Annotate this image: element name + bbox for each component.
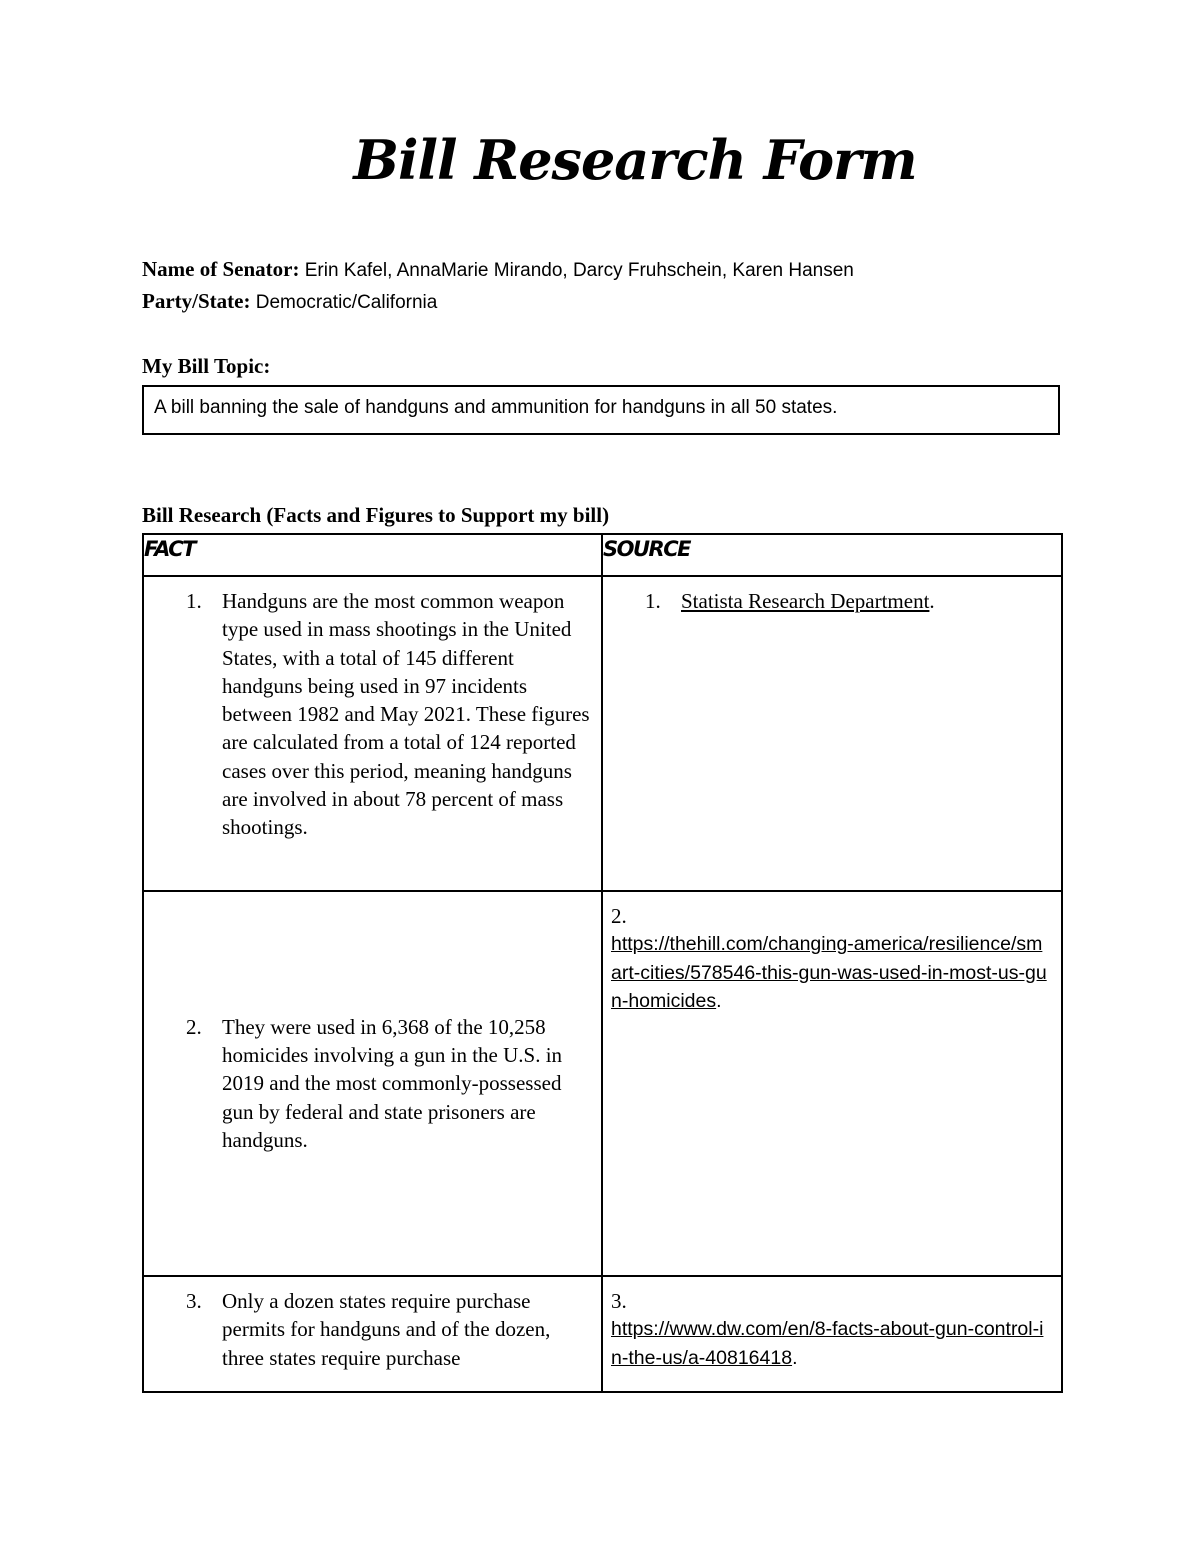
party-state-value: Democratic/California xyxy=(255,292,438,313)
research-table xyxy=(142,533,1063,1393)
party-state-line xyxy=(142,288,437,316)
fact-number: 1. xyxy=(186,589,202,613)
source-cell xyxy=(602,576,1062,891)
fact-text: They were used in 6,368 of the 10,258 homicides involving a gun in the U.S. in 2019 and the most commonly-possessed gun by federal and state prisoners are handguns. xyxy=(222,1014,563,1152)
source-column-header: SOURCE xyxy=(602,534,1062,576)
source-suffix: . xyxy=(929,589,935,613)
fact-cell xyxy=(143,576,602,891)
fact-number: 3. xyxy=(186,1289,202,1313)
fact-text: Handguns are the most common weapon type used in mass shootings in the United States, with a total of 145 different handguns being used in 97 incidents between 1982 and May 2021. These figures are calculated from a total of 124 reported cases over this period, meaning handguns are involved in about 78 percent of mass shootings. xyxy=(222,589,590,840)
page-title: Bill Research Form xyxy=(353,128,917,192)
party-state-label: Party/State: xyxy=(142,289,251,313)
source-number: 2. xyxy=(611,904,627,928)
table-header-row xyxy=(143,534,1062,576)
fact-number: 2. xyxy=(186,1014,202,1039)
table-row xyxy=(143,1276,1062,1392)
source-link[interactable]: https://thehill.com/changing-america/resilience/smart-cities/578546-this-gun-was-used-in-most-us-gun-homicides xyxy=(611,933,1047,1012)
fact-text: Only a dozen states require purchase permits for handguns and of the dozen, three states require purchase xyxy=(222,1289,551,1370)
source-suffix: . xyxy=(716,989,722,1012)
fact-column-header: FACT xyxy=(143,534,602,576)
senator-line xyxy=(142,256,854,284)
source-suffix: . xyxy=(792,1346,798,1369)
fact-cell xyxy=(143,1276,602,1392)
senator-label: Name of Senator: xyxy=(142,257,300,281)
source-link[interactable]: Statista Research Department xyxy=(681,589,930,613)
source-number: 3. xyxy=(611,1289,627,1313)
source-cell xyxy=(602,891,1062,1276)
source-number: 1. xyxy=(645,589,661,613)
source-cell xyxy=(602,1276,1062,1392)
bill-research-heading: Bill Research (Facts and Figures to Support my bill) xyxy=(142,503,610,527)
table-row xyxy=(143,576,1062,891)
bill-topic-heading: My Bill Topic: xyxy=(142,354,271,378)
senator-value: Erin Kafel, AnnaMarie Mirando, Darcy Fruhschein, Karen Hansen xyxy=(304,260,854,281)
source-link[interactable]: https://www.dw.com/en/8-facts-about-gun-control-in-the-us/a-40816418 xyxy=(611,1318,1044,1369)
table-row xyxy=(143,891,1062,1276)
fact-cell xyxy=(143,891,602,1276)
bill-topic-box: A bill banning the sale of handguns and ammunition for handguns in all 50 states. xyxy=(142,385,1060,435)
